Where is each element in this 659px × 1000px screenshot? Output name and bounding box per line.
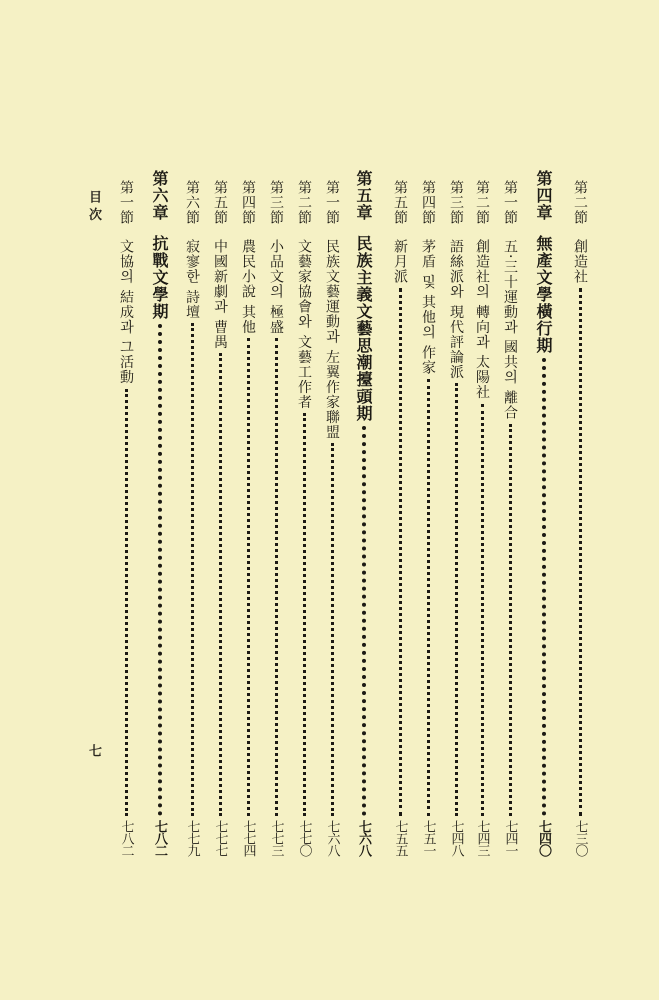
dot-leader [509,424,512,816]
toc-entry-title: 抗戰文學期 [150,235,169,320]
toc-chapter-entry [532,170,555,856]
toc-entry-title: 語絲派와 現代評論派 [448,239,464,380]
toc-entry-label: 第三節 [268,180,284,225]
toc-entry-label: 第四節 [240,180,256,225]
toc-entry-label: 第三節 [448,180,464,225]
toc-entry-label: 第一節 [118,180,134,225]
dot-leader [399,288,402,816]
dot-leader [191,323,194,816]
toc-entry-label: 第五節 [212,180,228,225]
toc-entry-page: 七四八 [448,820,464,856]
toc-section-entry [238,180,258,856]
toc-entry-title: 新月派 [392,239,408,284]
toc-entry-title: 中國新劇과 曹禺 [212,239,228,350]
toc-section-entry [390,180,410,856]
toc-entry-title: 民族文藝運動과 左翼作家聯盟 [324,239,340,440]
toc-entry-label: 第一節 [502,180,518,225]
dot-leader [247,338,250,816]
toc-entry-title: 五·三十運動과 國共의 離合 [502,239,518,421]
dot-leader [303,413,306,816]
toc-entry-label: 第一節 [324,180,340,225]
toc-section-entry [116,180,136,856]
toc-chapter-entry [148,170,171,856]
toc-section-entry [182,180,202,856]
toc-section-entry [446,180,466,856]
dot-leader [219,353,222,816]
toc-entry-title: 創造社의 轉向과 太陽社 [474,239,490,400]
toc-entry-label: 第六節 [184,180,200,225]
toc-entry-label: 第二節 [296,180,312,225]
toc-entry-title: 小品文의 極盛 [268,239,284,335]
toc-entry-page: 七七七 [212,820,228,856]
dot-leader [481,404,484,816]
toc-entry-page: 七四三 [474,820,490,856]
toc-entry-page: 七六八 [324,820,340,856]
toc-entry-title: 寂寥한 詩壇 [184,239,200,320]
toc-entry-label: 第六章 [150,170,169,221]
toc-entry-title: 文藝家協會와 文藝工作者 [296,239,312,410]
dot-leader [158,324,162,816]
toc-entry-page: 七四一 [502,820,518,856]
toc-section-entry [210,180,230,856]
dot-leader [455,383,458,816]
dot-leader [362,426,366,816]
toc-entry-page: 七七〇 [296,820,312,856]
toc-section-entry [418,180,438,856]
toc-entry-page: 七六八 [356,820,371,856]
toc-entry-page: 七三〇 [572,820,588,856]
toc-entry-page: 七七九 [184,820,200,856]
toc-entry-title: 農民小說 其他 [240,239,256,335]
toc-section-entry [294,180,314,856]
dot-leader [275,338,278,816]
toc-chapter-entry [352,170,375,856]
toc-entry-label: 第二節 [572,180,588,225]
page-number: 七 [86,744,101,757]
toc-entry-page: 七四〇 [536,820,551,856]
toc-entry-title: 無產文學橫行期 [534,235,553,354]
toc-entry-title: 民族主義文藝思潮擡頭期 [354,235,373,422]
toc-section-entry [570,180,590,856]
dot-leader [125,389,128,816]
dot-leader [542,358,546,816]
toc-section-entry [266,180,286,856]
toc-entry-title: 文協의 結成과 그活動 [118,239,134,385]
dot-leader [427,379,430,816]
toc-entry-label: 第五章 [354,170,373,221]
toc-section-entry [322,180,342,856]
running-header: 目 次 [86,190,101,221]
toc-entry-page: 七七四 [240,820,256,856]
toc-entry-page: 七五一 [420,820,436,856]
toc-entry-title: 創造社 [572,239,588,284]
toc-entry-label: 第五節 [392,180,408,225]
dot-leader [331,443,334,816]
toc-entry-label: 第四節 [420,180,436,225]
toc-entry-page: 七八二 [118,820,134,856]
toc-entry-label: 第二節 [474,180,490,225]
toc-section-entry [500,180,520,856]
toc-entry-page: 七八二 [152,820,167,856]
toc-section-entry [472,180,492,856]
toc-entry-title: 茅盾 및 其他의 作家 [420,239,436,376]
toc-entry-page: 七七三 [268,820,284,856]
toc-entry-label: 第四章 [534,170,553,221]
toc-entry-page: 七五五 [392,820,408,856]
dot-leader [579,288,582,816]
